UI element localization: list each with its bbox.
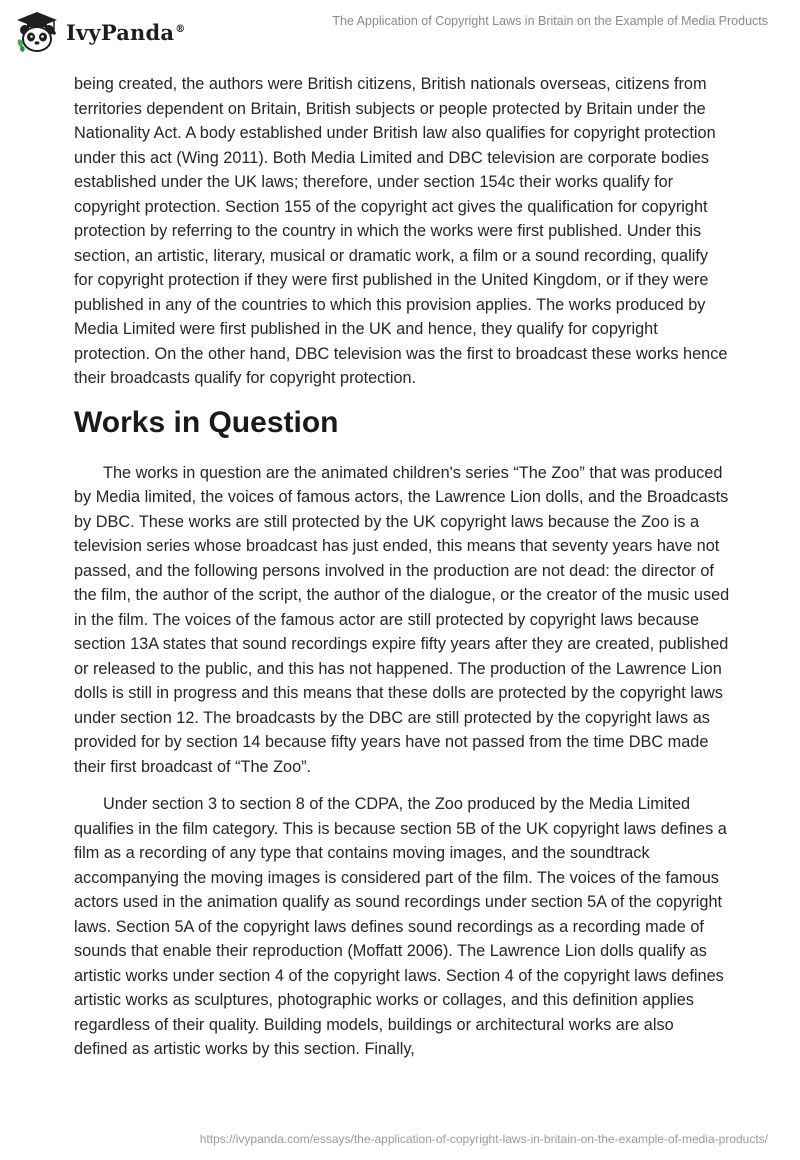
page-header [0, 0, 800, 70]
panda-graduation-cap-icon [14, 10, 60, 54]
essay-body [74, 72, 730, 1075]
source-url[interactable]: https://ivypanda.com/essays/the-application-of-copyright-laws-in-britain-on-the-example-of-media-products/ [199, 1132, 768, 1146]
section-heading: Works in Question [74, 405, 339, 439]
brand-name: IvyPanda® [66, 19, 186, 45]
body-paragraph: The works in question are the animated children's series “The Zoo” that was produced by Media limited, the voices of famous actors, the Lawrence Lion dolls, and the Broadcasts by DBC. These works are still protected by the UK copyright laws because the Zoo is a television series whose broadcast has just ended, this means that seventy years have not passed, and the following persons involved in the production are not dead: the director of the film, the author of the script, the author of the dialogue, or the creator of the music used in the film. The voices of the famous actor are still protected by copyright laws because section 13A states that sound recordings expire fifty years after they are created, published or released to the public, and this has not happened. The production of the Lawrence Lion dolls is still in progress and this means that these dolls are protected by the copyright laws under section 12. The broadcasts by the DBC are still protected by the copyright laws as provided for by section 14 because fifty years have not passed from the time DBC made their first broadcast of “The Zoo”. [74, 463, 730, 776]
ivypanda-logo[interactable] [14, 10, 185, 54]
body-paragraph: Under section 3 to section 8 of the CDPA, the Zoo produced by the Media Limited qualifies in the film category. This is because section 5B of the UK copyright laws defines a film as a recording of any type that contains moving images, and the soundtrack accompanying the moving images is considered part of the film. The voices of the famous actors used in the animation qualify as sound recordings under section 5A of the copyright laws. Section 5A of the copyright laws defines sound recordings as a recording made of sounds that enable their reproduction (Moffatt 2006). The Lawrence Lion dolls qualify as artistic works under section 4 of the copyright laws. Section 4 of the copyright laws defines artistic works as sculptures, photographic works or collages, and this definition applies regardless of their quality. Building models, buildings or architectural works are also defined as artistic works by this section. Finally, [74, 795, 727, 1058]
registered-mark: ® [175, 23, 186, 35]
document-title: The Application of Copyright Laws in Britain on the Example of Media Products [332, 14, 768, 28]
body-paragraph: being created, the authors were British citizens, British nationals overseas, citizens from territories dependent on Britain, British subjects or people protected by Britain under the Nationality Act. A body established under British law also qualifies for copyright protection under this act (Wing 2011). Both Media Limited and DBC television are corporate bodies established under the UK laws; therefore, under section 154c their works qualify for copyright protection. Section 155 of the copyright act gives the qualification for copyright protection by referring to the country in which the works were first published. Under this section, an artistic, literary, musical or dramatic work, a film or a sound recording, qualify for copyright protection if they were first published in the United Kingdom, or if they were published in any of the countries to which this provision applies. The works produced by Media Limited were first published in the UK and hence, they qualify for copyright protection. On the other hand, DBC television was the first to broadcast these works hence their broadcasts qualify for copyright protection. [74, 75, 728, 387]
